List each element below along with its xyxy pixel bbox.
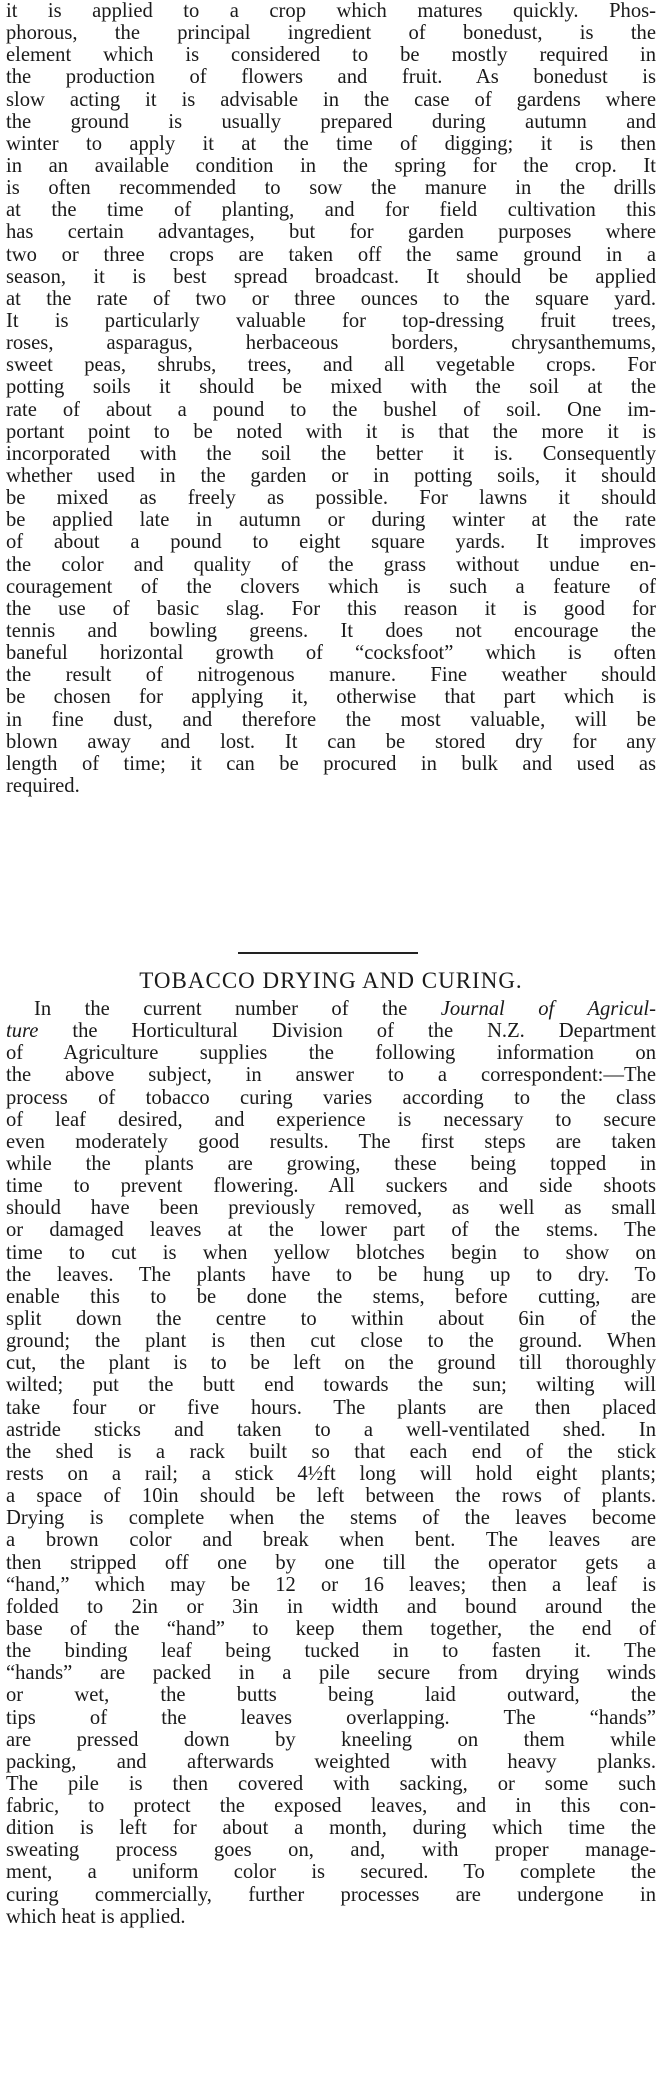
article-text-line: The pile is then covered with sacking, or some such — [6, 1772, 656, 1795]
article-text-line: or damaged leaves at the lower part of the stems. The — [6, 1219, 656, 1242]
continuation-text-line: baneful horizontal growth of “cocksfoot” which is often — [6, 642, 656, 665]
article-text-line: folded to 2in or 3in in width and bound around the — [6, 1595, 656, 1618]
continuation-text-line: portant point to be noted with it is that the more it is — [6, 420, 656, 443]
article-text-line: should have been previously removed, as well as small — [6, 1197, 656, 1220]
article-text-line: process of tobacco curing varies according to the class — [6, 1086, 656, 1109]
article-text-line: the leaves. The plants have to be hung up to dry. To — [6, 1263, 656, 1286]
continuation-text-line: tennis and bowling greens. It does not encourage the — [6, 619, 656, 642]
article-text-line: the binding leaf being tucked in to fasten it. The — [6, 1640, 656, 1663]
article-text-line: fabric, to protect the exposed leaves, and in this con- — [6, 1795, 656, 1818]
article-text-line: take four or five hours. The plants are then placed — [6, 1396, 656, 1419]
article-text-line: or wet, the butts being laid outward, the — [6, 1684, 656, 1707]
article-text-line: rests on a rail; a stick 4½ft long will hold eight plants; — [6, 1462, 656, 1485]
article-text-line: base of the “hand” to keep them together, the end of — [6, 1617, 656, 1640]
continuation-text-line: rate of about a pound to the bushel of soil. One im- — [6, 398, 656, 421]
continuation-text-line: two or three crops are taken off the same ground in a — [6, 243, 656, 266]
article-text-line: packing, and afterwards weighted with heavy planks. — [6, 1750, 656, 1773]
article-text-line: astride sticks and taken to a well-ventilated shed. In — [6, 1418, 656, 1441]
continuation-text-line: has certain advantages, but for garden purposes where — [6, 221, 656, 244]
journal-title-part-2: ture — [6, 1020, 39, 1043]
continuation-text-line: the result of nitrogenous manure. Fine weather should — [6, 664, 656, 687]
continuation-text-line: the production of flowers and fruit. As bonedust is — [6, 66, 656, 89]
continuation-text-line: in fine dust, and therefore the most valuable, will be — [6, 708, 656, 731]
article-intro-line — [6, 998, 656, 1020]
article-text-line: dition is left for about a month, during which time the — [6, 1817, 656, 1840]
article-text-line: tips of the leaves overlapping. The “hands” — [6, 1706, 656, 1729]
continuation-text-line: incorporated with the soil the better it is. Consequently — [6, 442, 656, 465]
article-text-line: cut, the plant is to be left on the ground till thoroughly — [6, 1352, 656, 1375]
article-text-line: which heat is applied. — [6, 1905, 186, 1928]
article-text-line: “hand,” which may be 12 or 16 leaves; then a leaf is — [6, 1573, 656, 1596]
article-text-line: ground; the plant is then cut close to the ground. When — [6, 1330, 656, 1353]
article-text-line: a brown color and break when bent. The leaves are — [6, 1529, 656, 1552]
journal-title-part-1: Journal of Agricul- — [440, 998, 656, 1020]
section-divider-rule — [238, 952, 418, 954]
article-body — [6, 998, 656, 1928]
continuation-text-line: roses, asparagus, herbaceous borders, chrysanthemums, — [6, 332, 656, 355]
continuation-text-line: be applied late in autumn or during winter at the rate — [6, 509, 656, 532]
continuation-text-line: the color and quality of the grass without undue en- — [6, 553, 656, 576]
article-text-line: of Agriculture supplies the following information on — [6, 1042, 656, 1065]
article-text-line: time to cut is when yellow blotches begin to show on — [6, 1241, 656, 1264]
continuation-text-line: in an available condition in the spring for the crop. It — [6, 154, 656, 177]
continuation-text-line: be chosen for applying it, otherwise that part which is — [6, 686, 656, 709]
continuation-text-line: at the time of planting, and for field cultivation this — [6, 199, 656, 222]
continuation-text-line: it is applied to a crop which matures quickly. Phos- — [6, 0, 656, 22]
continuation-text-line: element which is considered to be mostly required in — [6, 44, 656, 67]
article-heading: TOBACCO DRYING AND CURING. — [139, 968, 523, 993]
article-text-line: while the plants are growing, these being topped in — [6, 1152, 656, 1175]
continuation-text-line: at the rate of two or three ounces to the square yard. — [6, 287, 656, 310]
article-text-line: the above subject, in answer to a correspondent:—The — [6, 1064, 656, 1087]
article-intro-line-2 — [6, 1020, 656, 1042]
continuation-text-line: phorous, the principal ingredient of bonedust, is the — [6, 22, 656, 45]
article-text-line: time to prevent flowering. All suckers and side shoots — [6, 1175, 656, 1198]
continuation-text-line: sweet peas, shrubs, trees, and all vegetable crops. For — [6, 354, 656, 377]
article-text-line: are pressed down by kneeling on them while — [6, 1728, 656, 1751]
continuation-text-line: couragement of the clovers which is such a feature of — [6, 575, 656, 598]
article-text-line: enable this to be done the stems, before cutting, are — [6, 1285, 656, 1308]
article-text-line: a space of 10in should be left between the rows of plants. — [6, 1485, 656, 1508]
intro-text-pre: In the current number of the — [34, 998, 441, 1020]
article-text-line: split down the centre to within about 6in of the — [6, 1307, 656, 1330]
article-text-line: curing commercially, further processes are undergone in — [6, 1883, 656, 1906]
continuation-text-line: is often recommended to sow the manure in the drills — [6, 177, 656, 200]
article-text-line: even moderately good results. The first steps are taken — [6, 1130, 656, 1153]
article-text-line: then stripped off one by one till the operator gets a — [6, 1551, 656, 1574]
intro-text-post: the Horticultural Division of the N.Z. Department — [38, 1020, 656, 1043]
continuation-text-line: winter to apply it at the time of digging; it is then — [6, 132, 656, 155]
article-text-line: ment, a uniform color is secured. To complete the — [6, 1861, 656, 1884]
continuation-text-line: blown away and lost. It can be stored dry for any — [6, 730, 656, 753]
article-text-line: Drying is complete when the stems of the leaves become — [6, 1507, 656, 1530]
continuation-text-line: the ground is usually prepared during autumn and — [6, 110, 656, 133]
continuation-text-line: the use of basic slag. For this reason it is good for — [6, 597, 656, 620]
article-text-line: “hands” are packed in a pile secure from drying winds — [6, 1662, 656, 1685]
continuation-text-line: be mixed as freely as possible. For lawns it should — [6, 487, 656, 510]
continuation-text-line: season, it is best spread broadcast. It should be applied — [6, 265, 656, 288]
continuation-text-line: length of time; it can be procured in bulk and used as — [6, 752, 656, 775]
article-text-line: sweating process goes on, and, with proper manage- — [6, 1839, 656, 1862]
continuation-text-line: potting soils it should be mixed with the soil at the — [6, 376, 656, 399]
continuation-text-line: whether used in the garden or in potting soils, it should — [6, 464, 656, 487]
continuation-text-line: slow acting it is advisable in the case of gardens where — [6, 88, 656, 111]
article-text-line: of leaf desired, and experience is necessary to secure — [6, 1108, 656, 1131]
continuation-text-line: of about a pound to eight square yards. It improves — [6, 531, 656, 554]
article-continuation — [6, 0, 656, 797]
article-text-line: wilted; put the butt end towards the sun; wilting will — [6, 1374, 656, 1397]
article-body-lines — [6, 1042, 656, 1928]
continuation-text-line: required. — [6, 774, 80, 797]
continuation-text-line: It is particularly valuable for top-dressing fruit trees, — [6, 309, 656, 332]
article-text-line: the shed is a rack built so that each end of the stick — [6, 1440, 656, 1463]
